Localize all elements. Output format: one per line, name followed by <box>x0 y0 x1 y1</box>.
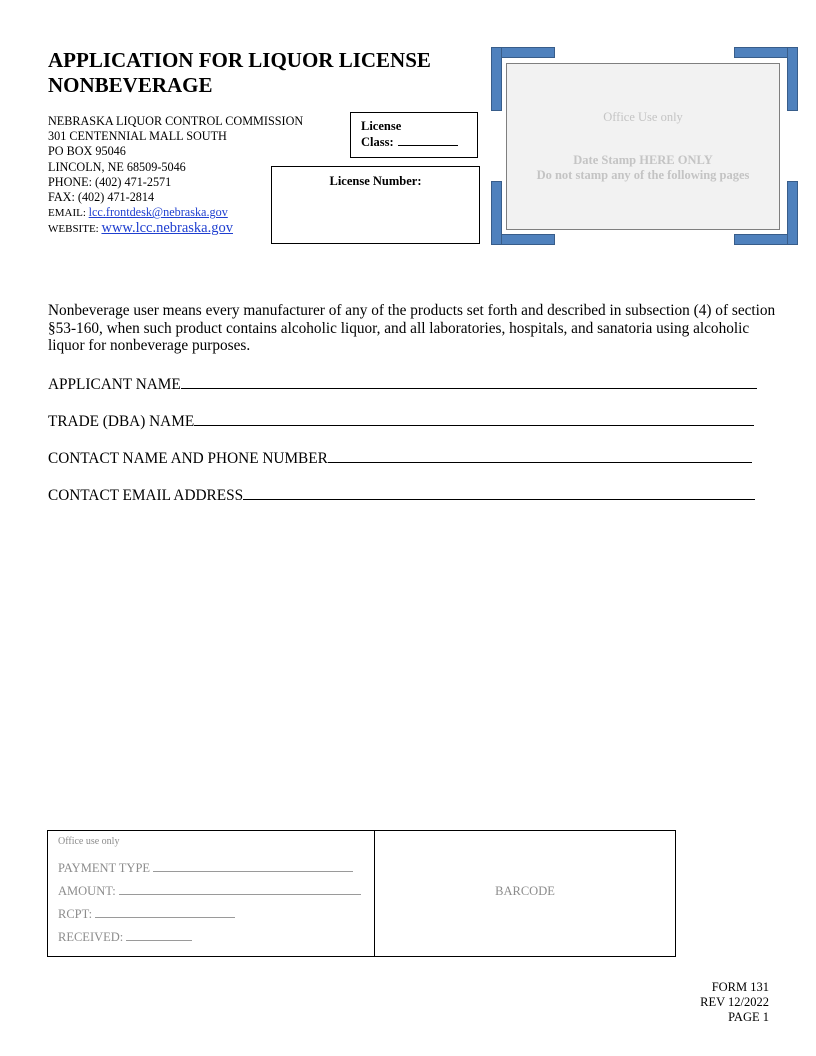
agency-fax: FAX: (402) 471-2814 <box>48 190 155 205</box>
license-class-line1: License <box>361 119 402 133</box>
contact-email-field[interactable] <box>48 484 768 505</box>
contact-name-phone-field[interactable] <box>48 447 768 468</box>
corner-tr-vertical <box>787 47 798 111</box>
corner-br-vertical <box>787 181 798 245</box>
title-line-1: APPLICATION FOR LIQUOR LICENSE <box>48 48 431 72</box>
payment-type-line[interactable] <box>153 860 353 872</box>
agency-city: LINCOLN, NE 68509-5046 <box>48 159 186 174</box>
trade-name-field[interactable] <box>48 410 768 431</box>
form-revision: REV 12/2022 <box>700 995 769 1009</box>
stamp-instruction-1: Date Stamp HERE ONLY <box>573 153 713 167</box>
page-number: PAGE 1 <box>728 1010 769 1024</box>
license-number-box[interactable] <box>271 166 480 244</box>
agency-email-row <box>48 205 303 221</box>
license-class-label: Class: <box>361 135 394 149</box>
trade-name-line[interactable] <box>194 410 754 426</box>
page-title <box>48 48 478 98</box>
received-label: RECEIVED: <box>58 930 124 944</box>
corner-bl-vertical <box>491 181 502 245</box>
received-line[interactable] <box>126 929 192 941</box>
payment-type-label: PAYMENT TYPE <box>58 861 151 875</box>
applicant-name-field[interactable] <box>48 373 768 394</box>
agency-street: 301 CENTENNIAL MALL SOUTH <box>48 129 227 144</box>
contact-name-phone-line[interactable] <box>328 447 752 463</box>
amount-line[interactable] <box>119 883 361 895</box>
email-label: EMAIL: <box>48 207 89 220</box>
applicant-name-label: APPLICANT NAME <box>48 376 181 393</box>
office-use-panel <box>48 831 375 956</box>
license-number-label: License Number: <box>329 174 422 188</box>
definition-paragraph: Nonbeverage user means every manufacturer of any of the products set forth and described in subsection (4) of section §53-160, when such product contains alcoholic liquor, and all laboratories, hospitals, and sanatoria using alcoholic liquor for nonbeverage purposes. <box>48 302 776 354</box>
form-footer <box>700 980 769 1025</box>
agency-po-box: PO BOX 95046 <box>48 144 126 159</box>
stamp-instruction-2: Do not stamp any of the following pages <box>536 168 750 182</box>
license-class-field[interactable] <box>398 134 458 146</box>
stamp-office-use: Office Use only <box>603 110 683 124</box>
applicant-name-line[interactable] <box>181 373 757 389</box>
website-label: WEBSITE: <box>48 223 102 236</box>
corner-tl-vertical <box>491 47 502 111</box>
title-line-2: NONBEVERAGE <box>48 73 213 97</box>
rcpt-label: RCPT: <box>58 907 93 921</box>
agency-website-row <box>48 221 303 237</box>
website-link[interactable]: www.lcc.nebraska.gov <box>101 220 233 237</box>
agency-phone: PHONE: (402) 471-2571 <box>48 174 172 189</box>
payment-type-row <box>58 857 374 880</box>
stamp-box <box>506 63 780 230</box>
office-use-heading: Office use only <box>58 836 120 847</box>
office-use-table <box>47 830 676 957</box>
agency-address <box>48 114 303 238</box>
license-class-line2 <box>361 134 477 150</box>
received-row <box>58 926 374 949</box>
rcpt-row <box>58 903 374 926</box>
email-link[interactable]: lcc.frontdesk@nebraska.gov <box>88 205 228 220</box>
contact-email-label: CONTACT EMAIL ADDRESS <box>48 487 244 504</box>
license-class-box <box>350 112 478 158</box>
form-number: FORM 131 <box>711 980 769 994</box>
agency-name: NEBRASKA LIQUOR CONTROL COMMISSION <box>48 114 304 128</box>
contact-name-phone-label: CONTACT NAME AND PHONE NUMBER <box>48 450 328 467</box>
barcode-area: BARCODE <box>495 884 555 898</box>
rcpt-line[interactable] <box>95 906 235 918</box>
amount-label: AMOUNT: <box>58 884 116 898</box>
trade-name-label: TRADE (DBA) NAME <box>48 413 195 430</box>
amount-row <box>58 880 374 903</box>
contact-email-line[interactable] <box>243 484 755 500</box>
